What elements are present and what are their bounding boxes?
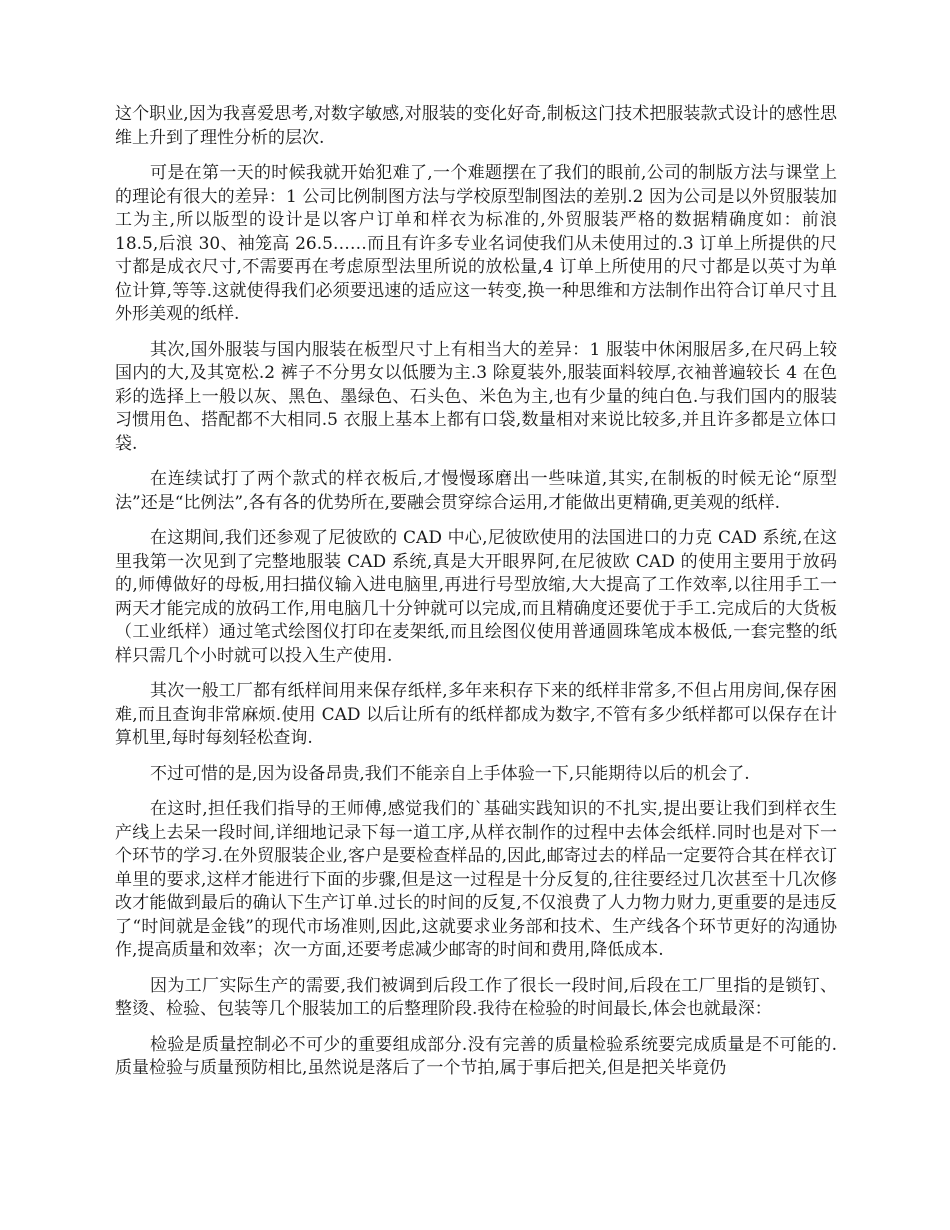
paragraph: 不过可惜的是,因为设备昂贵,我们不能亲自上手体验一下,只能期待以后的机会了. — [150, 763, 750, 784]
paragraph: 检验是质量控制必不可少的重要组成部分.没有完善的质量检验系统要完成质量是不可能的.质量检验与质量预防相比,虽然说是落后了一个节拍,属于事后把关,但是把关毕竟仍 — [115, 1034, 837, 1078]
paragraph: 因为工厂实际生产的需要,我们被调到后段工作了很长一段时间,后段在工厂里指的是锁钉、整烫、检验、包装等几个服装加工的后整理阶段.我待在检验的时间最长,体会也就最深： — [115, 975, 837, 1019]
paragraph: 可是在第一天的时候我就开始犯难了,一个难题摆在了我们的眼前,公司的制版方法与课堂上的理论有很大的差异：1 公司比例制图方法与学校原型制图法的差别.2 因为公司是以外贸服装加工为主,所以版型的设计是以客户订单和样衣为标准的,外贸服装严格的数据精确度如：前浪 18.5,后浪 30、袖笼高 26.5……而且有许多专业名词使我们从未使用过的.3 订单上所提供的尺寸都是成衣尺寸,不需要再在考虑原型法里所说的放松量,4 订单上所使用的尺寸都是以英寸为单位计算,等等.这就使得我们必须要迅速的适应这一转变,换一种思维和方法制作出符合订单尺寸且外形美观的纸样. — [115, 163, 837, 324]
paragraph: 其次一般工厂都有纸样间用来保存纸样,多年来积存下来的纸样非常多,不但占用房间,保存困难,而且查询非常麻烦.使用 CAD 以后让所有的纸样都成为数字,不管有多少纸样都可以保存在计算机里,每时每刻轻松查询. — [115, 681, 837, 748]
paragraph: 在这时,担任我们指导的王师傅,感觉我们的`基础实践知识的不扎实,提出要让我们到样衣生产线上去呆一段时间,详细地记录下每一道工序,从样衣制作的过程中去体会纸样.同时也是对下一个环节的学习.在外贸服装企业,客户是要检查样品的,因此,邮寄过去的样品一定要符合其在样衣订单里的要求,这样才能进行下面的步骤,但是这一过程是十分反复的,往往要经过几次甚至十几次修改才能做到最后的确认下生产订单.过长的时间的反复,不仅浪费了人力物力财力,更重要的是违反了“时间就是金钱”的现代市场准则,因此,这就要求业务部和技术、生产线各个环节更好的沟通协作,提高质量和效率；次一方面,还要考虑减少邮寄的时间和费用,降低成本. — [115, 799, 837, 960]
paragraph: 在这期间,我们还参观了尼彼欧的 CAD 中心,尼彼欧使用的法国进口的力克 CAD 系统,在这里我第一次见到了完整地服装 CAD 系统,真是大开眼界阿,在尼彼欧 CAD 的使用主要用于放码的,师傅做好的母板,用扫描仪输入进电脑里,再进行号型放缩,大大提高了工作效率,以往用手工一两天才能完成的放码工作,用电脑几十分钟就可以完成,而且精确度还要优于手工.完成后的大货板（工业纸样）通过笔式绘图仪打印在麦架纸,而且绘图仪使用普通圆珠笔成本极低,一套完整的纸样只需几个小时就可以投入生产使用. — [115, 528, 837, 666]
paragraph: 其次,国外服装与国内服装在板型尺寸上有相当大的差异：1 服装中休闲服居多,在尺码上较国内的大,及其宽松.2 裤子不分男女以低腰为主.3 除夏装外,服装面料较厚,衣袖普遍较长 4 在色彩的选择上一般以灰、黑色、墨绿色、石头色、米色为主,也有少量的纯白色.与我们国内的服装习惯用色、搭配都不大相同.5 衣服上基本上都有口袋,数量相对来说比较多,并且许多都是立体口袋. — [115, 339, 837, 454]
paragraph: 这个职业,因为我喜爱思考,对数字敏感,对服装的变化好奇,制板这门技术把服装款式设计的感性思维上升到了理性分析的层次. — [115, 104, 837, 148]
document-body — [115, 103, 837, 1093]
paragraph: 在连续试打了两个款式的样衣板后,才慢慢琢磨出一些味道,其实,在制板的时候无论“原型法”还是“比例法”,各有各的优势所在,要融会贯穿综合运用,才能做出更精确,更美观的纸样. — [115, 469, 837, 513]
